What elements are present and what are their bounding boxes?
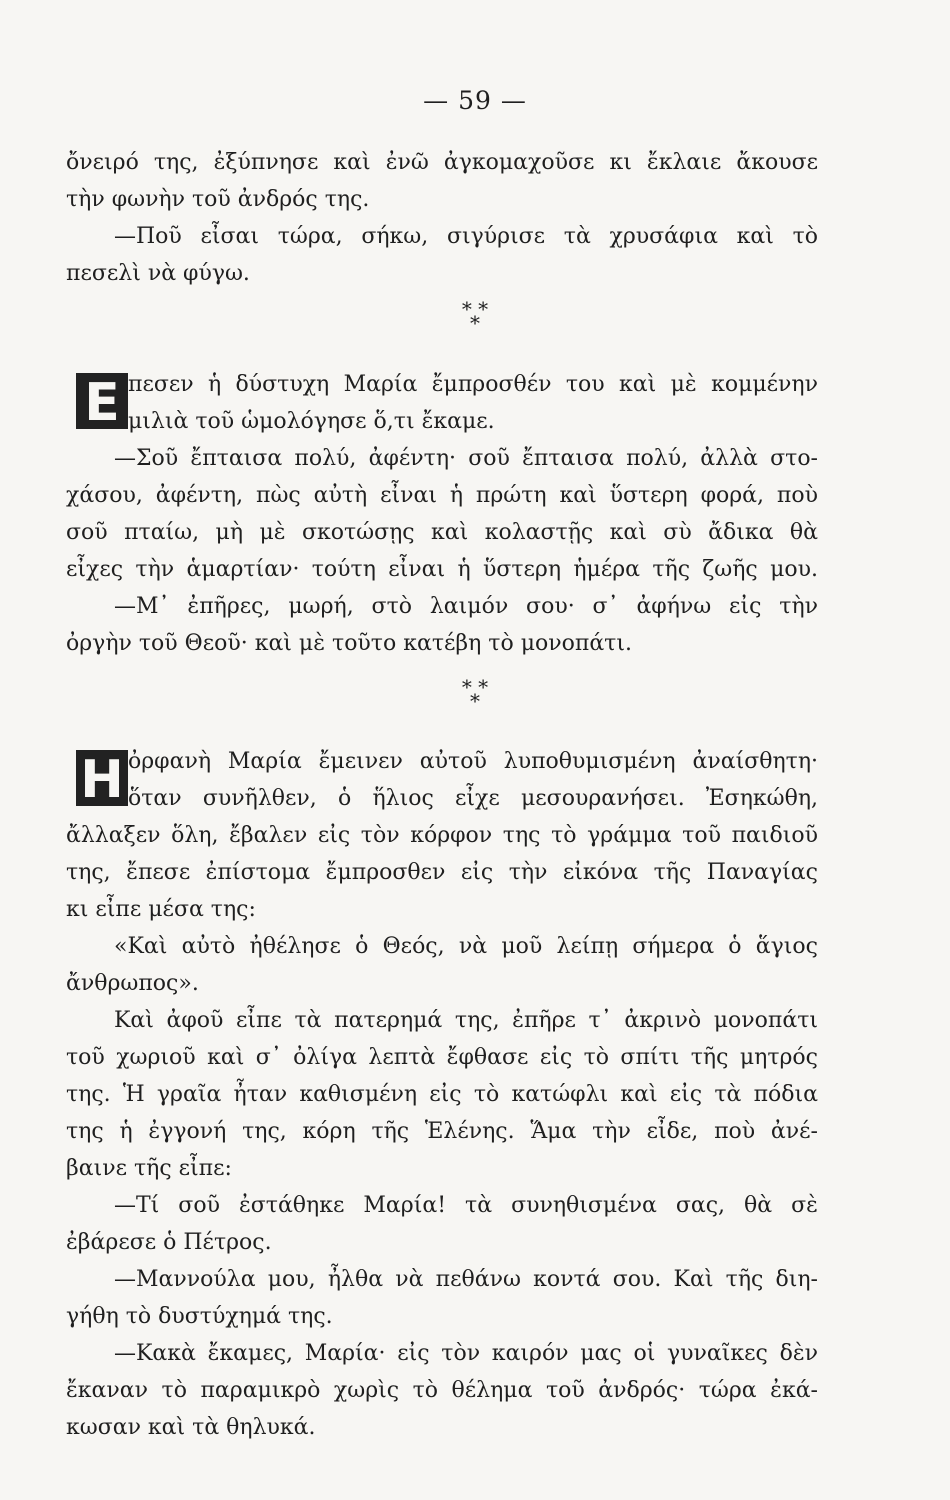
text-line: πεσελὶ νὰ φύγω. xyxy=(66,261,250,286)
text-line: της, ἔπεσε ἐπίστομα ἔμπροσθεν εἰς τὴν εἰκόνα τῆς Παναγίας xyxy=(66,860,818,885)
text-line: μιλιὰ τοῦ ὡμολόγησε ὅ,τι ἔκαμε. xyxy=(128,409,495,434)
text-line: —Σοῦ ἔπταισα πολύ, ἀφέντη· σοῦ ἔπταισα πολύ, ἀλλὰ στο- xyxy=(114,446,818,471)
text-line: —Ποῦ εἶσαι τώρα, σήκω, σιγύρισε τὰ χρυσάφια καὶ τὸ xyxy=(114,224,818,249)
text-line: —Τί σοῦ ἐστάθηκε Μαρία! τὰ συνηθισμένα σας, θὰ σὲ xyxy=(114,1193,818,1218)
text-line: —Μ᾽ ἐπῆρες, μωρή, στὸ λαιμόν σου· σ᾽ ἀφήνω εἰς τὴν xyxy=(114,594,818,619)
text-line: πεσεν ἡ δύστυχη Μαρία ἔμπροσθέν του καὶ μὲ κομμένην xyxy=(128,372,818,397)
text-line: κι εἶπε μέσα της: xyxy=(66,897,256,922)
text-line: Καὶ ἀφοῦ εἶπε τὰ πατερημά της, ἐπῆρε τ᾽ ἀκρινὸ μονοπάτι xyxy=(114,1008,818,1033)
text-line: ὀργὴν τοῦ Θεοῦ· καὶ μὲ τοῦτο κατέβη τὸ μονοπάτι. xyxy=(66,631,632,656)
paragraph-block-1 xyxy=(66,144,818,292)
drop-cap-initial: Ε xyxy=(76,373,128,429)
text-line: ὀρφανὴ Μαρία ἔμεινεν αὐτοῦ λυποθυμισμένη ἀναίσθητη· xyxy=(128,749,818,774)
text-line: ὄνειρό της, ἐξύπνησε καὶ ἐνῶ ἀγκομαχοῦσε κι ἔκλαιε ἄκουσε xyxy=(66,150,818,175)
text-line: εἶχες τὴν ἁμαρτίαν· τούτη εἶναι ἡ ὕστερη ἡμέρα τῆς ζωῆς μου. xyxy=(66,557,818,582)
text-line: «Καὶ αὐτὸ ἠθέλησε ὁ Θεός, νὰ μοῦ λείπῃ σήμερα ὁ ἅγιος xyxy=(114,934,818,959)
text-line: της ἡ ἐγγονή της, κόρη τῆς Ἑλένης. Ἅμα τὴν εἶδε, ποὺ ἀνέ- xyxy=(66,1119,818,1144)
text-line: σοῦ πταίω, μὴ μὲ σκοτώσῃς καὶ κολαστῇς καὶ σὺ ἄδικα θὰ xyxy=(66,520,818,545)
text-line: —Κακὰ ἔκαμες, Μαρία· εἰς τὸν καιρόν μας οἱ γυναῖκες δὲν xyxy=(114,1341,818,1366)
text-line: ἐβάρεσε ὁ Πέτρος. xyxy=(66,1230,272,1255)
text-line: ἄλλαξεν ὅλη, ἔβαλεν εἰς τὸν κόρφον της τὸ γράμμα τοῦ παιδιοῦ xyxy=(66,823,818,848)
section-separator xyxy=(0,297,950,335)
text-line: ἄνθρωπος». xyxy=(66,971,199,996)
text-line: τοῦ χωριοῦ καὶ σ᾽ ὀλίγα λεπτὰ ἔφθασε εἰς τὸ σπίτι τῆς μητρός xyxy=(66,1045,818,1070)
text-line: γήθη τὸ δυστύχημά της. xyxy=(66,1304,333,1329)
paragraph-block-2 xyxy=(66,366,818,662)
drop-cap-initial: Η xyxy=(76,750,128,806)
asterism: * * * xyxy=(461,297,489,335)
text-line: βαινε τῆς εἶπε: xyxy=(66,1156,232,1181)
asterism: * * * xyxy=(461,675,489,713)
text-line: της. Ἡ γραῖα ἦταν καθισμένη εἰς τὸ κατώφλι καὶ εἰς τὰ πόδια xyxy=(66,1082,818,1107)
text-line: ὅταν συνῆλθεν, ὁ ἥλιος εἶχε μεσουρανήσει. Ἐσηκώθη, xyxy=(128,786,818,811)
page-number: — 59 — xyxy=(423,86,527,115)
text-line: χάσου, ἀφέντη, πὼς αὐτὴ εἶναι ἡ πρώτη καὶ ὕστερη φορά, ποὺ xyxy=(66,483,818,508)
text-line: —Μαννούλα μου, ἦλθα νὰ πεθάνω κοντά σου. Καὶ τῆς διη- xyxy=(114,1267,818,1292)
text-line: τὴν φωνὴν τοῦ ἀνδρός της. xyxy=(66,187,370,212)
text-line: ἔκαναν τὸ παραμικρὸ χωρὶς τὸ θέλημα τοῦ ἀνδρός· τώρα ἐκά- xyxy=(66,1378,818,1403)
section-separator xyxy=(0,675,950,713)
text-line: κωσαν καὶ τὰ θηλυκά. xyxy=(66,1415,316,1440)
paragraph-block-3 xyxy=(66,743,818,1446)
